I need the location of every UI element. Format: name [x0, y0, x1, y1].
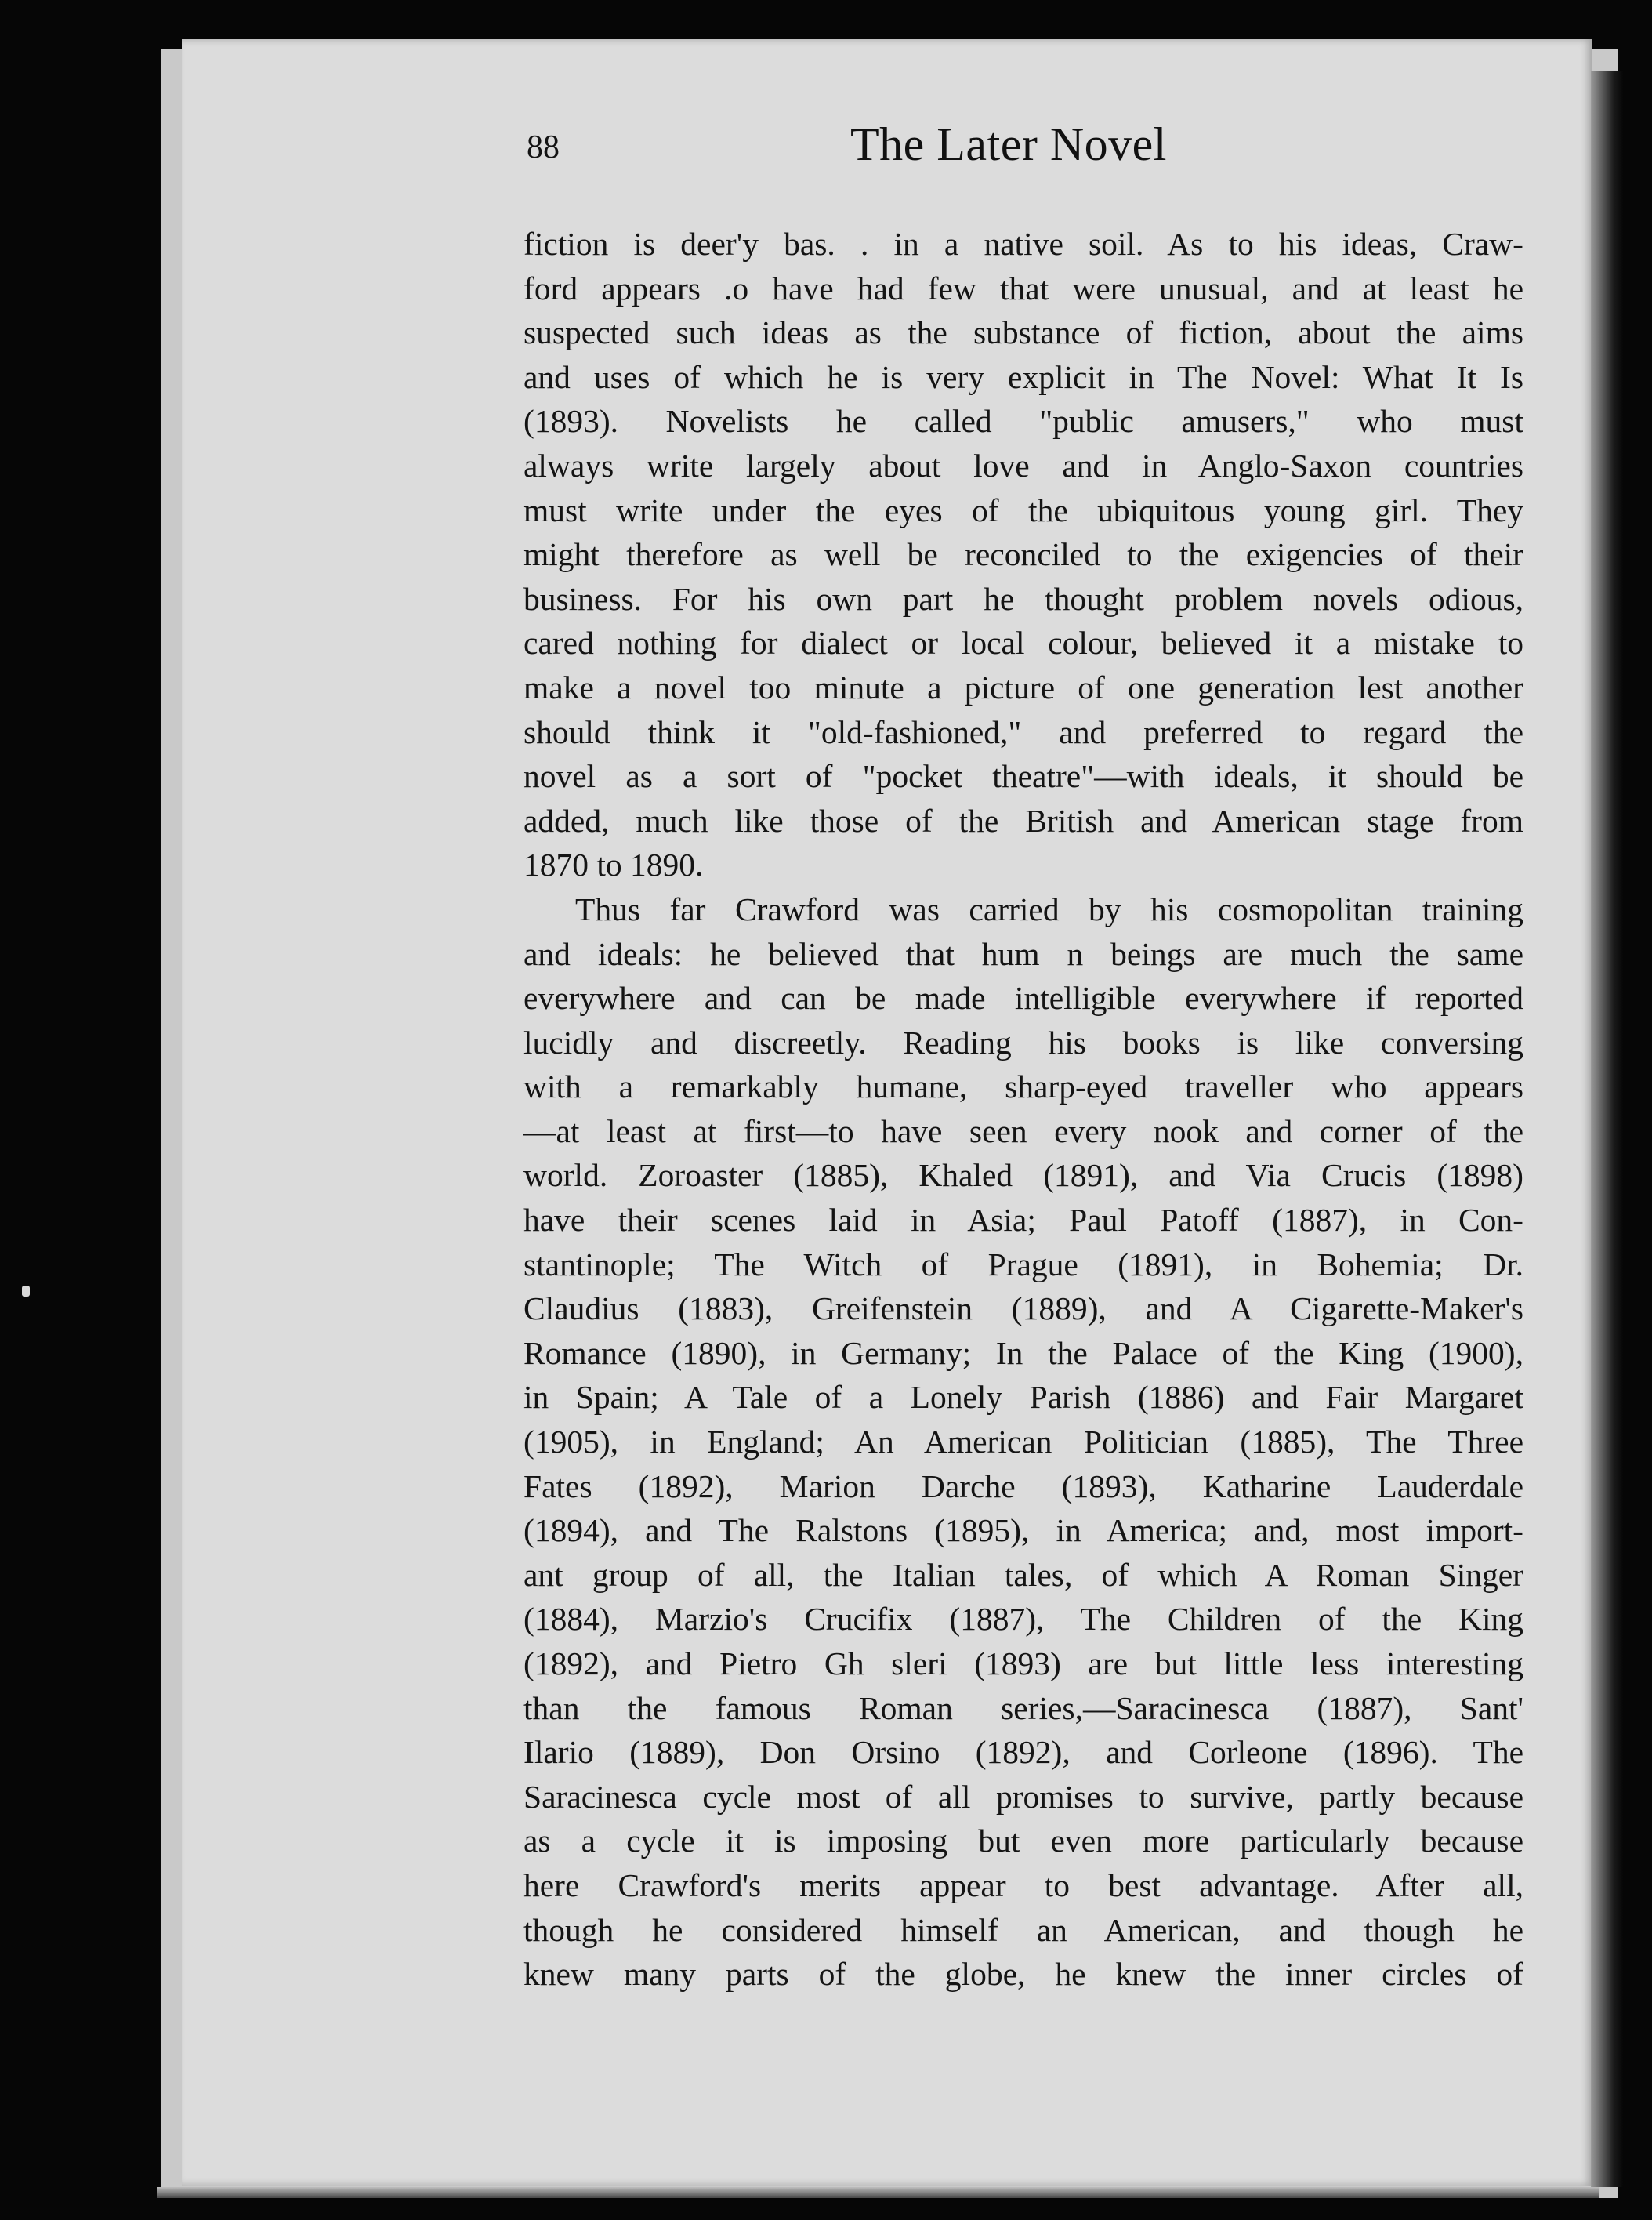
page-header — [527, 118, 1520, 188]
text-line: with a remarkably humane, sharp-eyed traveller who appears — [523, 1068, 1523, 1105]
text-line: Thus far Crawford was carried by his cosmopolitan training — [575, 891, 1523, 927]
text-line: (1905), in England; An American Politician (1885), The Three — [523, 1424, 1523, 1460]
text-line: and ideals: he believed that hum n beings are much the same — [523, 935, 1523, 972]
text-line: (1892), and Pietro Gh sleri (1893) are but little less interesting — [523, 1645, 1523, 1681]
text-line: Romance (1890), in Germany; In the Palace of the King (1900), — [523, 1334, 1523, 1371]
text-line: everywhere and can be made intelligible everywhere if reported — [523, 980, 1523, 1017]
text-line: fiction is deer'y bas. . in a native soil. As to his ideas, Craw- — [523, 226, 1523, 262]
text-line: though he considered himself an American, and though he — [523, 1911, 1523, 1948]
scan-margin-mark — [22, 1286, 30, 1297]
text-line: 1870 to 1890. — [523, 847, 704, 883]
text-line: novel as a sort of "pocket theatre"—with ideals, it should be — [523, 758, 1523, 795]
text-line: make a novel too minute a picture of one generation lest another — [523, 669, 1523, 706]
text-line: (1884), Marzio's Crucifix (1887), The Children of the King — [523, 1601, 1523, 1638]
text-line: suspected such ideas as the substance of fiction, about the aims — [523, 314, 1523, 351]
text-line: —at least at first—to have seen every nook and corner of the — [523, 1112, 1523, 1149]
text-line: added, much like those of the British and American stage from — [523, 802, 1523, 839]
text-line: Ilario (1889), Don Orsino (1892), and Corleone (1896). The — [523, 1734, 1523, 1771]
page-bottom-edge — [157, 2187, 1599, 2198]
text-line: business. For his own part he thought problem novels odious, — [523, 580, 1523, 617]
body-text — [523, 222, 1523, 1997]
text-line: (1893). Novelists he called "public amusers," who must — [523, 403, 1523, 440]
text-line: Saracinesca cycle most of all promises to survive, partly because — [523, 1778, 1523, 1815]
text-line: might therefore as well be reconciled to the exigencies of their — [523, 536, 1523, 573]
text-line: Claudius (1883), Greifenstein (1889), and A Cigarette-Maker's — [523, 1290, 1523, 1327]
text-line: as a cycle it is imposing but even more particularly because — [523, 1823, 1523, 1859]
text-line: should think it "old-fashioned," and preferred to regard the — [523, 713, 1523, 750]
page-number: 88 — [527, 129, 560, 165]
text-line: world. Zoroaster (1885), Khaled (1891), and Via Crucis (1898) — [523, 1157, 1523, 1194]
text-line: have their scenes laid in Asia; Paul Patoff (1887), in Con- — [523, 1202, 1523, 1239]
text-line: in Spain; A Tale of a Lonely Parish (1886) and Fair Margaret — [523, 1379, 1523, 1416]
running-title: The Later Novel — [850, 118, 1167, 170]
text-line: here Crawford's merits appear to best advantage. After all, — [523, 1866, 1523, 1903]
page-binding-edge — [1591, 71, 1624, 2187]
text-line: (1894), and The Ralstons (1895), in America; and, most import- — [523, 1512, 1523, 1549]
text-line: must write under the eyes of the ubiquitous young girl. They — [523, 492, 1523, 528]
text-line: always write largely about love and in Anglo-Saxon countries — [523, 447, 1523, 484]
text-line: ford appears .o have had few that were unusual, and at least he — [523, 270, 1523, 307]
text-line: Fates (1892), Marion Darche (1893), Katharine Lauderdale — [523, 1467, 1523, 1504]
text-line: cared nothing for dialect or local colour, believed it a mistake to — [523, 625, 1523, 662]
text-line: stantinople; The Witch of Prague (1891), in Bohemia; Dr. — [523, 1246, 1523, 1282]
text-line: ant group of all, the Italian tales, of which A Roman Singer — [523, 1556, 1523, 1593]
text-line: than the famous Roman series,—Saracinesca (1887), Sant' — [523, 1689, 1523, 1726]
text-line: and uses of which he is very explicit in The Novel: What It Is — [523, 358, 1523, 395]
text-line: knew many parts of the globe, he knew the inner circles of — [523, 1956, 1523, 1993]
text-line: lucidly and discreetly. Reading his books is like conversing — [523, 1024, 1523, 1061]
